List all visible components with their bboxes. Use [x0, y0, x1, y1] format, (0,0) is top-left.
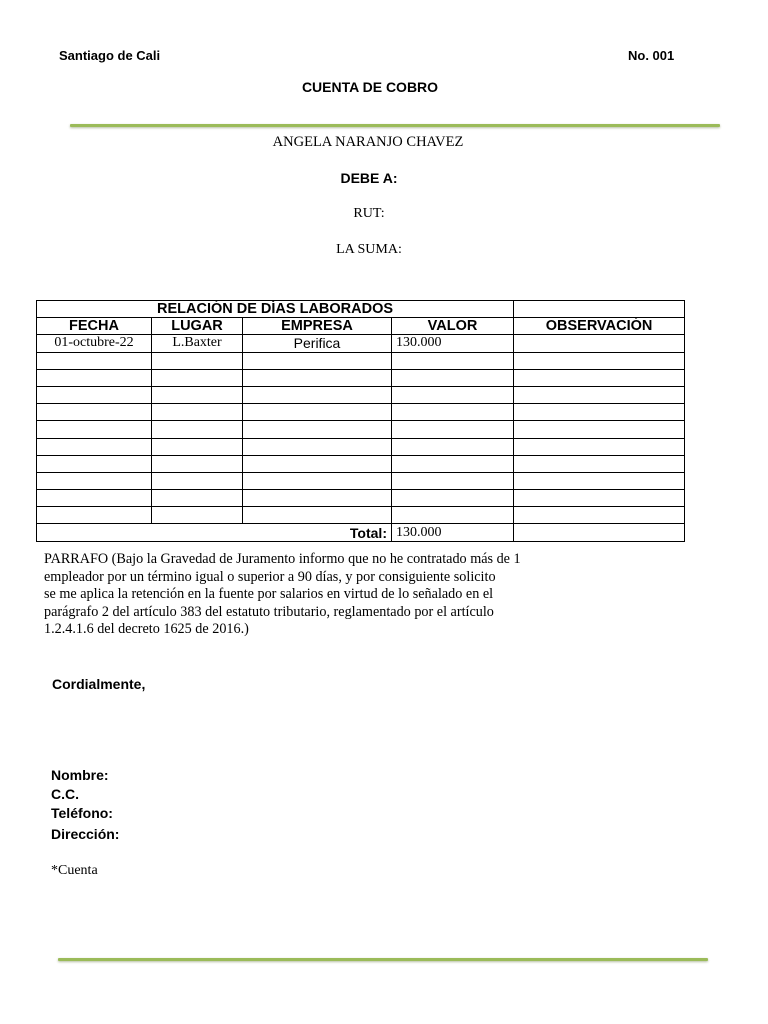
column-header-valor: VALOR [392, 318, 514, 335]
days-worked-table [36, 300, 685, 542]
total-value: 130.000 [392, 524, 514, 541]
cell-lugar: L.Baxter [152, 335, 243, 352]
table-row [37, 490, 685, 507]
suma-label: LA SUMA: [336, 242, 402, 257]
column-header-observacion: OBSERVACIÓN [514, 318, 685, 335]
cell-valor: 130.000 [392, 335, 514, 352]
salutation: Cordialmente, [52, 676, 146, 692]
paragraph-line: se me aplica la retención en la fuente por salarios en virtud de lo señalado en el [44, 586, 494, 603]
table-title-empty-cell [514, 301, 685, 318]
nombre-label: Nombre: [51, 767, 109, 783]
table-title-row [37, 301, 685, 318]
debtor-name: ANGELA NARANJO CHAVEZ [272, 134, 464, 150]
table-row [37, 507, 685, 524]
paragraph-line: PARRAFO (Bajo la Gravedad de Juramento informo que no he contratado más de 1 [44, 551, 521, 567]
table-row [37, 455, 685, 472]
cc-label: C.C. [51, 786, 79, 802]
document-number: No. 001 [628, 48, 675, 63]
table-row [37, 369, 685, 386]
paragraph-line: empleador por un término igual o superior a 90 días, y por consiguiente solicito [44, 568, 496, 585]
city-label: Santiago de Cali [59, 48, 161, 63]
table-row [37, 404, 685, 421]
bottom-divider [58, 958, 708, 961]
table-total-row [37, 524, 685, 541]
table-row [37, 421, 685, 438]
legal-paragraph [44, 551, 544, 639]
column-header-lugar: LUGAR [152, 318, 243, 335]
column-header-empresa: EMPRESA [243, 318, 392, 335]
table-row [37, 386, 685, 403]
table-row [37, 352, 685, 369]
rut-label: RUT: [353, 206, 385, 221]
top-divider [70, 124, 720, 127]
cell-fecha: 01-octubre-22 [37, 335, 152, 352]
paragraph-line: 1.2.4.1.6 del decreto 1625 de 2016.) [44, 621, 249, 638]
table-row [37, 472, 685, 489]
table-header-row [37, 318, 685, 335]
cuenta-note: *Cuenta [51, 863, 98, 878]
document-title: CUENTA DE COBRO [301, 79, 439, 95]
table-title: RELACIÓN DE DÍAS LABORADOS [37, 301, 514, 318]
table-row [37, 438, 685, 455]
direccion-label: Dirección: [51, 826, 120, 842]
debe-a-label: DEBE A: [340, 170, 398, 186]
telefono-label: Teléfono: [51, 805, 113, 821]
cell-empresa: Perifica [243, 335, 392, 352]
table-row [37, 335, 685, 352]
total-empty-cell [514, 524, 685, 541]
total-label: Total: [37, 524, 392, 541]
cell-observacion [514, 335, 685, 352]
paragraph-line: parágrafo 2 del artículo 383 del estatuto tributario, reglamentado por el artículo [44, 603, 494, 620]
column-header-fecha: FECHA [37, 318, 152, 335]
